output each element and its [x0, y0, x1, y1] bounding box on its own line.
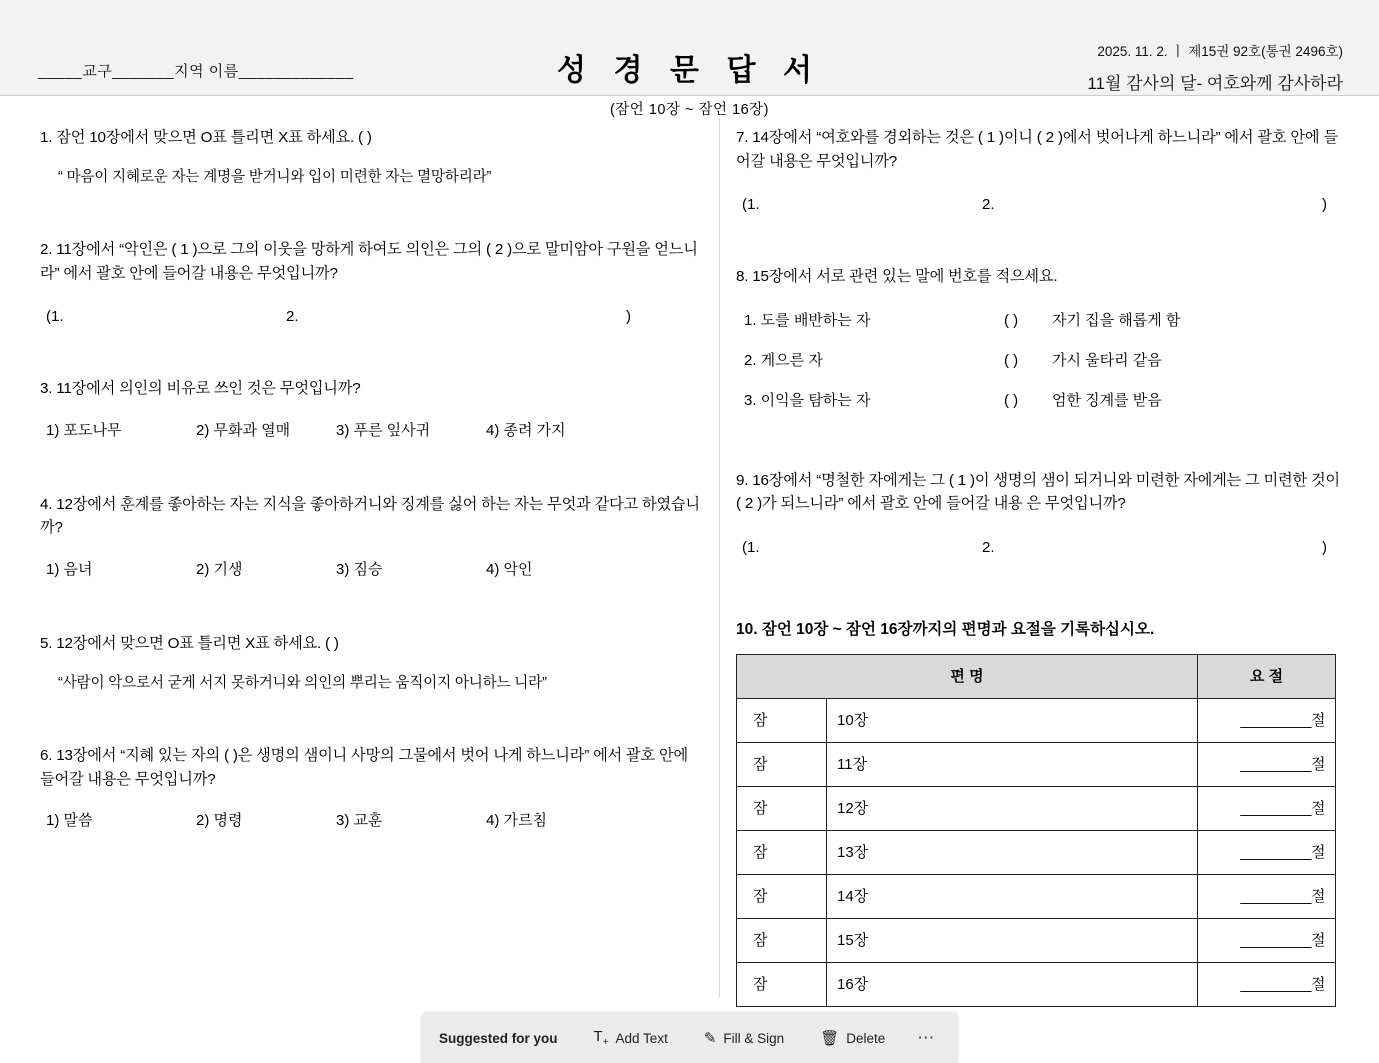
document-header [0, 0, 1379, 96]
answer-blank-close: ) [1322, 538, 1327, 556]
match-left: 1. 도를 배반하는 자 [744, 311, 871, 329]
option-1[interactable]: 1) 포도나무 [46, 421, 122, 439]
column-header-book: 편 명 [737, 654, 1198, 698]
table-row [737, 962, 1336, 1006]
table-row [737, 786, 1336, 830]
cell-chapter: 11장 [827, 742, 1198, 786]
right-column [736, 126, 1344, 1013]
question-10 [736, 618, 1344, 1007]
question-8-text: 8. 15장에서 서로 관련 있는 말에 번호를 적으세요. [736, 268, 1058, 286]
cell-chapter: 14장 [827, 874, 1198, 918]
question-6 [40, 744, 700, 833]
cell-chapter: 15장 [827, 918, 1198, 962]
question-9-text: 9. 16장에서 “명철한 자에게는 그 ( 1 )이 생명의 샘이 되거니와 미련한 자에게는 그 미련한 것이 ( 2 )가 되느니라” 에서 괄호 안에 들어갈 내용 은 무엇입니까? [736, 471, 1340, 513]
document-subtitle: (잠언 10장 ~ 잠언 16장) [609, 102, 770, 118]
question-3-text: 3. 11장에서 의인의 비유로 쓰인 것은 무엇입니까? [40, 380, 361, 398]
cell-verse[interactable]: _________절 [1198, 962, 1336, 1006]
question-2 [40, 238, 700, 327]
cell-verse[interactable]: _________절 [1198, 830, 1336, 874]
fill-and-sign-button[interactable] [704, 1029, 784, 1047]
answer-blank-2-label: 2. [286, 308, 299, 326]
option-3[interactable]: 3) 교훈 [336, 812, 383, 830]
match-row [736, 309, 1344, 349]
pdf-suggestion-toolbar [421, 1013, 958, 1063]
table-row [737, 698, 1336, 742]
option-2[interactable]: 2) 명령 [196, 812, 243, 830]
add-text-label: Add Text [615, 1030, 668, 1046]
option-4[interactable]: 4) 가르침 [486, 812, 547, 830]
question-3-options [40, 419, 700, 443]
cell-book: 잠 [737, 742, 827, 786]
fill-and-sign-label: Fill & Sign [723, 1030, 785, 1046]
question-1-text: 1. 잠언 10장에서 맞으면 O표 틀리면 X표 하세요. ( ) [40, 129, 372, 146]
match-answer-box[interactable]: ( ) [1004, 311, 1019, 329]
answer-blank-1-label: (1. [742, 538, 760, 556]
suggested-label: Suggested for you [439, 1030, 558, 1046]
question-7-answer-blanks[interactable] [736, 193, 1344, 215]
cell-book: 잠 [737, 962, 827, 1006]
question-8 [736, 265, 1344, 429]
table-row [737, 874, 1336, 918]
option-1[interactable]: 1) 말씀 [46, 812, 93, 830]
option-4[interactable]: 4) 종려 가지 [486, 421, 566, 439]
cell-verse[interactable]: _________절 [1198, 786, 1336, 830]
cell-book: 잠 [737, 918, 827, 962]
header-identity-fields: _____교구_______지역 이름_____________ [38, 63, 354, 80]
delete-button[interactable] [820, 1029, 885, 1047]
match-right: 가시 울타리 같음 [1052, 351, 1162, 369]
match-right: 엄한 징계를 받음 [1052, 391, 1162, 409]
add-text-button[interactable] [594, 1028, 668, 1048]
question-7 [736, 126, 1344, 215]
question-2-text: 2. 11장에서 “악인은 ( 1 )으로 그의 이웃을 망하게 하여도 의인은 그의 ( 2 )으로 말미암아 구원을 얻느니라” 에서 괄호 안에 들어갈 내용은 무엇입니까? [40, 241, 698, 282]
question-3 [40, 377, 700, 443]
match-answer-box[interactable]: ( ) [1004, 351, 1019, 369]
option-3[interactable]: 3) 짐승 [336, 560, 383, 578]
answer-blank-2-label: 2. [982, 538, 995, 556]
question-6-text: 6. 13장에서 “지혜 있는 자의 ( )은 생명의 샘이니 사망의 그물에서 벗어 나게 하느니라” 에서 괄호 안에 들어갈 내용은 무엇입니까? [40, 747, 688, 788]
cell-verse[interactable]: _________절 [1198, 874, 1336, 918]
record-table [736, 654, 1336, 1007]
answer-blank-1-label: (1. [742, 196, 760, 214]
answer-blank-1-label: (1. [46, 308, 64, 326]
table-row [737, 830, 1336, 874]
question-2-answer-blanks[interactable] [40, 305, 700, 327]
question-4 [40, 493, 700, 582]
add-text-icon: $T_+$ [593, 1028, 609, 1048]
column-divider [719, 118, 720, 998]
question-1 [40, 126, 700, 188]
more-options-icon[interactable]: ⋯ [917, 1028, 937, 1047]
cell-book: 잠 [737, 830, 827, 874]
question-10-text: 10. 잠언 10장 ~ 잠언 16장까지의 편명과 요절을 기록하십시오. [736, 620, 1155, 638]
column-header-verse: 요 절 [1198, 654, 1336, 698]
question-6-options [40, 809, 700, 833]
question-9 [736, 469, 1344, 558]
page-title: 성 경 문 답 서 [557, 54, 822, 87]
option-3[interactable]: 3) 푸른 잎사귀 [336, 421, 431, 439]
cell-chapter: 12장 [827, 786, 1198, 830]
theme-line: 11월 감사의 달- 여호와께 감사하라 [1087, 74, 1343, 93]
table-row [737, 742, 1336, 786]
cell-verse[interactable]: _________절 [1198, 742, 1336, 786]
cell-verse[interactable]: _________절 [1198, 698, 1336, 742]
answer-blank-close: ) [626, 308, 631, 326]
question-9-answer-blanks[interactable] [736, 536, 1344, 558]
question-8-match-list [736, 309, 1344, 429]
match-answer-box[interactable]: ( ) [1004, 391, 1019, 409]
match-row [736, 389, 1344, 429]
issue-line: 2025. 11. 2. ㅣ 제15권 92호(통권 2496호) [1097, 44, 1343, 59]
delete-label: Delete [846, 1030, 886, 1046]
cell-book: 잠 [737, 786, 827, 830]
cell-verse[interactable]: _________절 [1198, 918, 1336, 962]
question-1-quote: “ 마음이 지혜로운 자는 계명을 받거니와 입이 미련한 자는 멸망하리라” [58, 168, 492, 185]
header-issue-info [1087, 40, 1343, 94]
cell-book: 잠 [737, 874, 827, 918]
question-5-text: 5. 12장에서 맞으면 O표 틀리면 X표 하세요. ( ) [40, 634, 339, 652]
option-2[interactable]: 2) 무화과 열매 [196, 421, 291, 439]
match-left: 3. 이익을 탐하는 자 [744, 391, 871, 409]
match-left: 2. 게으른 자 [744, 351, 823, 369]
match-row [736, 349, 1344, 389]
table-header-row [737, 654, 1336, 698]
match-right: 자기 집을 해롭게 함 [1052, 311, 1181, 329]
trash-icon: 🗑 [820, 1030, 840, 1047]
option-4[interactable]: 4) 악인 [486, 560, 533, 578]
table-row [737, 918, 1336, 962]
pen-icon: ✎ [703, 1030, 717, 1047]
cell-chapter: 16장 [827, 962, 1198, 1006]
question-5 [40, 632, 700, 694]
cell-book: 잠 [737, 698, 827, 742]
left-column [40, 126, 700, 839]
question-5-quote: “사람이 악으로서 굳게 서지 못하거니와 의인의 뿌리는 움직이지 아니하느 니라” [58, 674, 547, 691]
question-4-text: 4. 12장에서 훈계를 좋아하는 자는 지식을 좋아하거니와 징계를 싫어 하는 자는 무엇과 같다고 하였습니까? [40, 495, 700, 537]
option-2[interactable]: 2) 기생 [196, 560, 243, 578]
cell-chapter: 13장 [827, 830, 1198, 874]
option-1[interactable]: 1) 음녀 [46, 560, 93, 578]
cell-chapter: 10장 [827, 698, 1198, 742]
question-7-text: 7. 14장에서 “여호와를 경외하는 것은 ( 1 )이니 ( 2 )에서 벗어나게 하느니라” 에서 괄호 안에 들어갈 내용은 무엇입니까? [736, 129, 1338, 170]
answer-blank-close: ) [1322, 196, 1327, 214]
answer-blank-2-label: 2. [982, 196, 995, 214]
question-4-options [40, 558, 700, 582]
